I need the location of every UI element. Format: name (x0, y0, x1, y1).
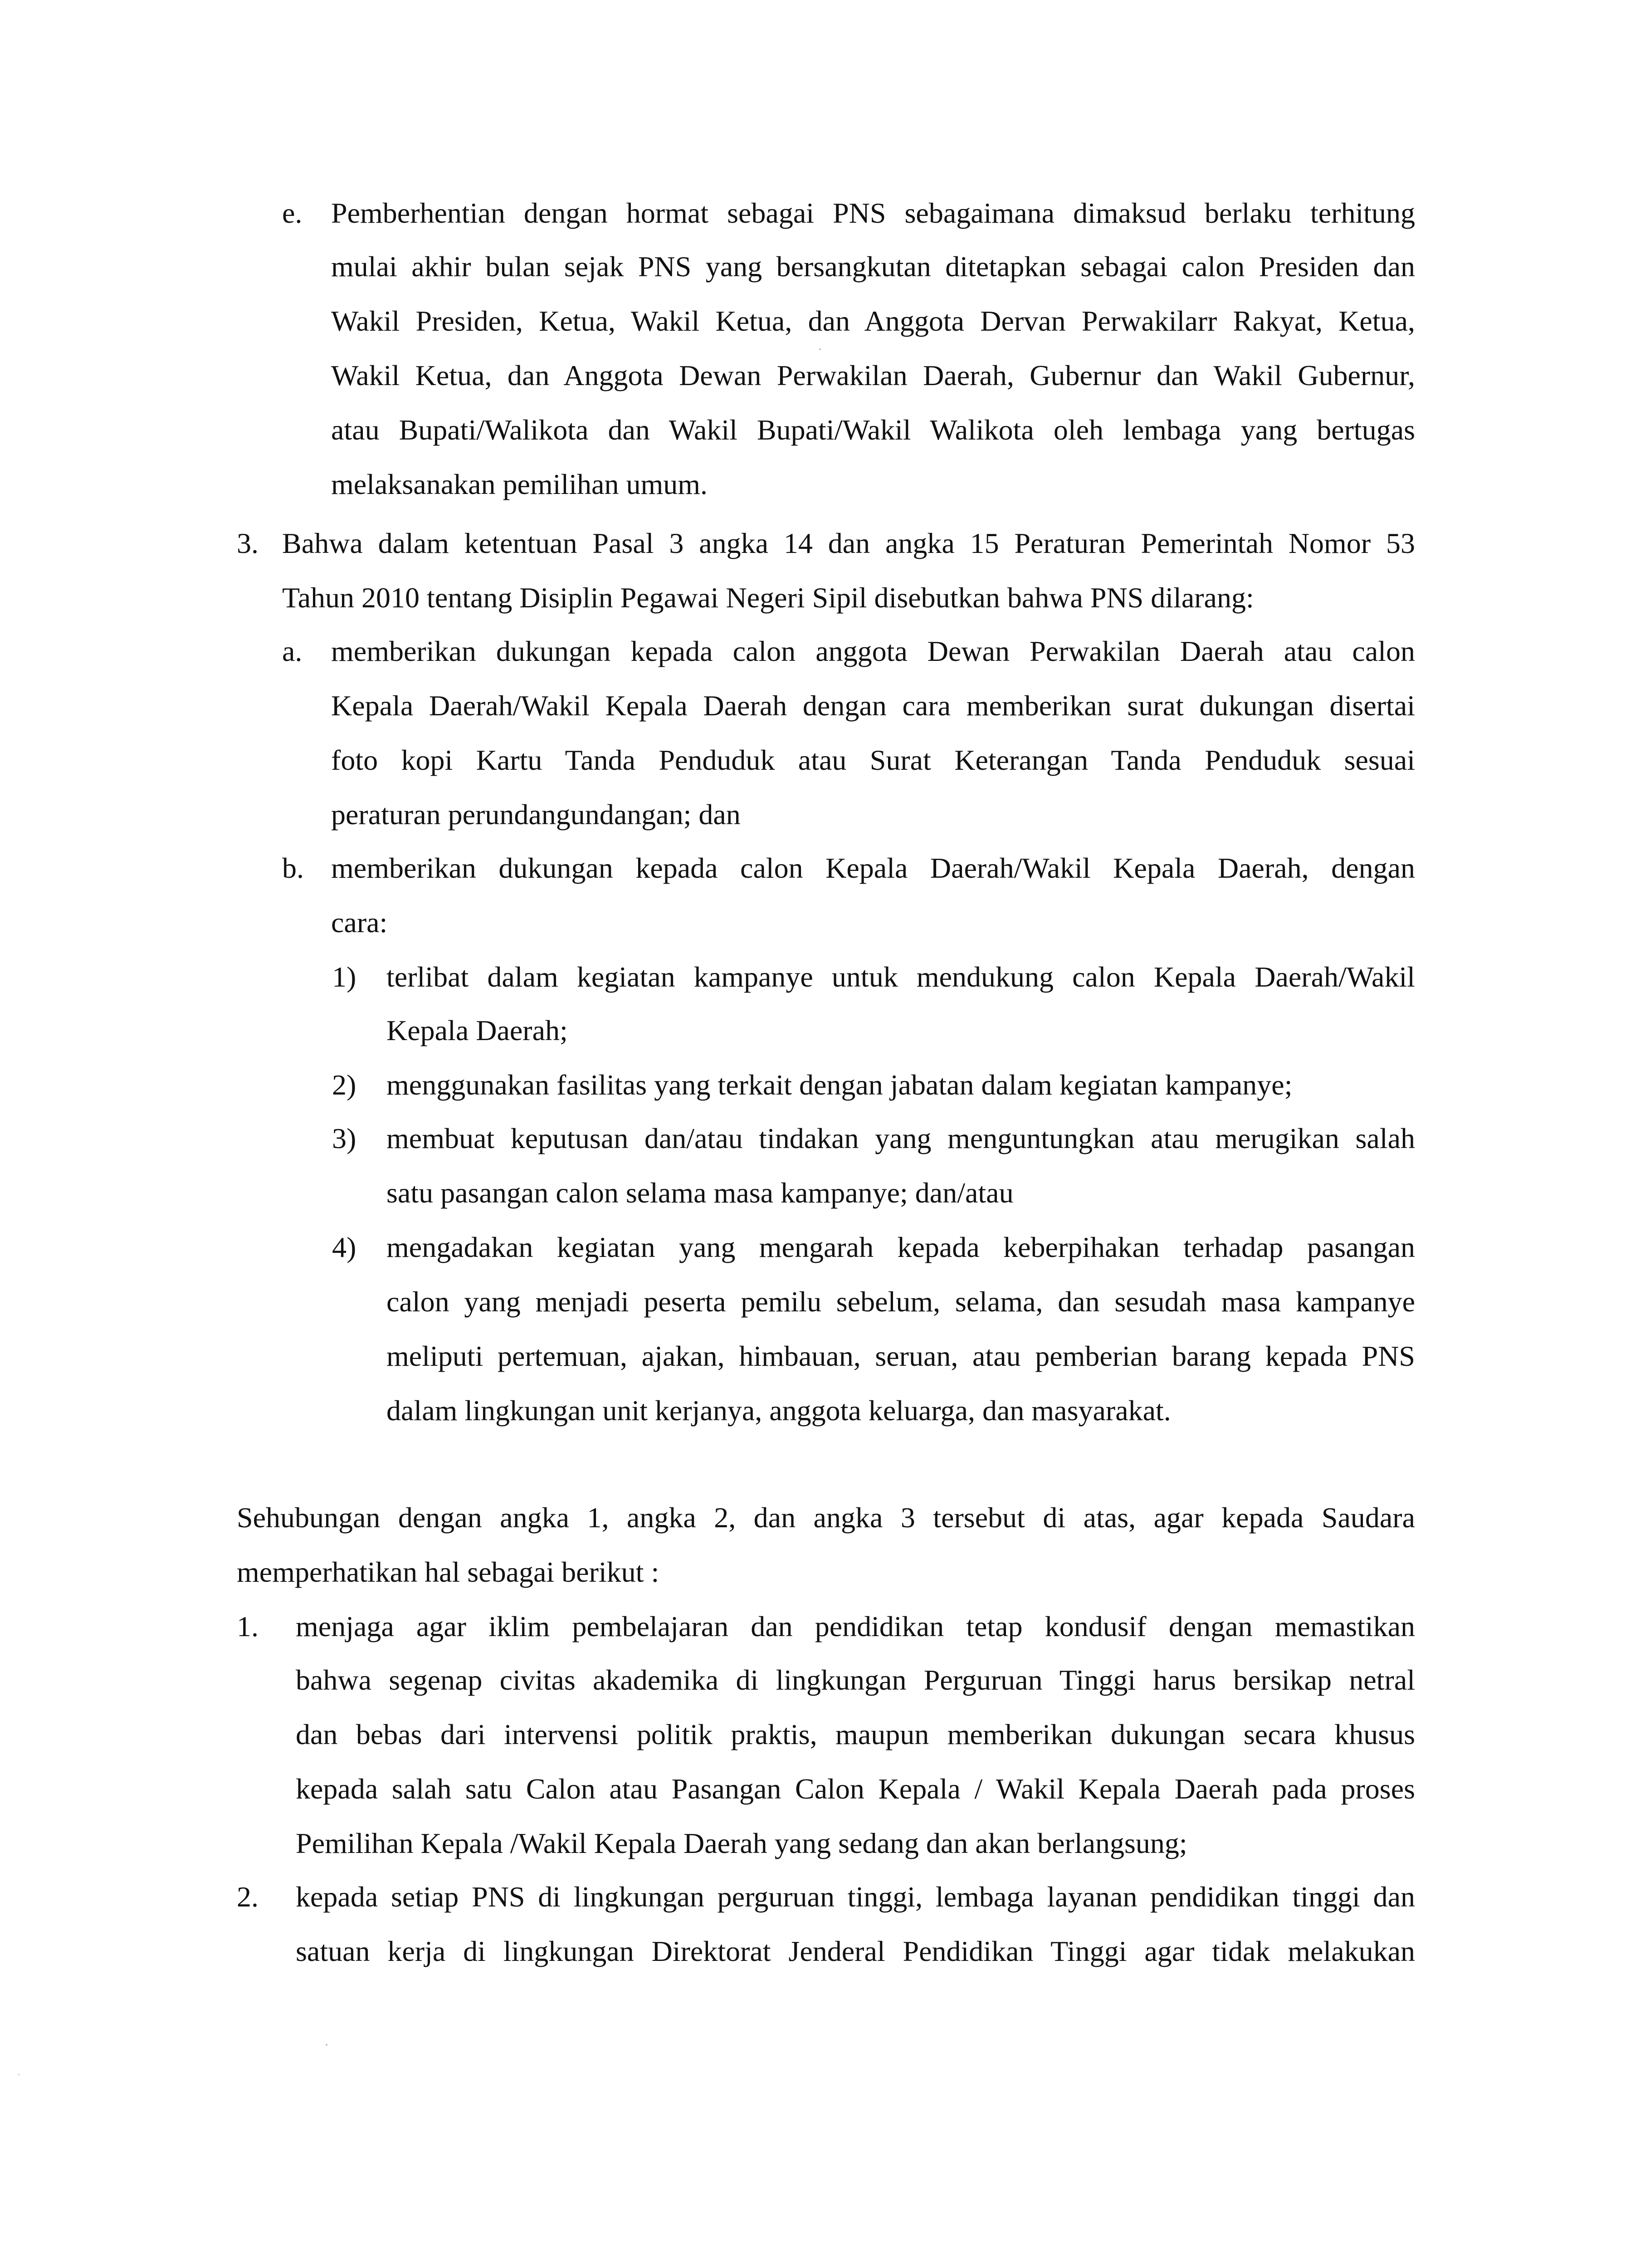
point-2-marker: 2) (332, 1069, 356, 1101)
point-3-line: membuat keputusan dan/atau tindakan yang menguntungkan atau merugikan salah (386, 1122, 1415, 1154)
point-4-marker: 4) (332, 1231, 356, 1263)
scan-speck (18, 2074, 20, 2075)
point-1-line: Kepala Daerah; (386, 1014, 568, 1046)
point-2-line: menggunakan fasilitas yang terkait dengan jabatan dalam kegiatan kampanye; (386, 1069, 1293, 1101)
item-e-line: melaksanakan pemilihan umum. (331, 468, 708, 500)
directive-1-marker: 1. (237, 1610, 259, 1642)
point-4-line: mengadakan kegiatan yang mengarah kepada keberpihakan terhadap pasangan (386, 1231, 1415, 1263)
item-e-line: Wakil Ketua, dan Anggota Dewan Perwakilan Daerah, Gubernur dan Wakil Gubernur, (331, 359, 1415, 391)
point-1-marker: 1) (332, 961, 356, 993)
point-4-line: calon yang menjadi peserta pemilu sebelum, selama, dan sesudah masa kampanye (386, 1286, 1415, 1318)
scan-speck (819, 348, 821, 350)
sub-a-line: memberikan dukungan kepada calon anggota Dewan Perwakilan Daerah atau calon (331, 635, 1415, 667)
item-e-line: mulai akhir bulan sejak PNS yang bersangkutan ditetapkan sebagai calon Presiden dan (331, 250, 1415, 283)
sub-a-line: Kepala Daerah/Wakil Kepala Daerah dengan cara memberikan surat dukungan disertai (331, 689, 1415, 722)
directive-1-line: dan bebas dari intervensi politik praktis, maupun memberikan dukungan secara khusus (296, 1718, 1415, 1750)
item-e-line: Wakil Presiden, Ketua, Wakil Ketua, dan Anggota Dervan Perwakilarr Rakyat, Ketua, (331, 305, 1415, 337)
point-3-marker: 3) (332, 1122, 356, 1154)
item-3-marker: 3. (237, 527, 259, 559)
directive-1-line: kepada salah satu Calon atau Pasangan Calon Kepala / Wakil Kepala Daerah pada proses (296, 1773, 1415, 1805)
directive-2-line: satuan kerja di lingkungan Direktorat Jenderal Pendidikan Tinggi agar tidak melakukan (296, 1935, 1415, 1967)
directive-1-line: bahwa segenap civitas akademika di lingkungan Perguruan Tinggi harus bersikap netral (296, 1664, 1415, 1696)
item-e-marker: e. (282, 197, 303, 229)
sub-b-line: memberikan dukungan kepada calon Kepala Daerah/Wakil Kepala Daerah, dengan (331, 852, 1415, 884)
point-4-line: dalam lingkungan unit kerjanya, anggota keluarga, dan masyarakat. (386, 1394, 1171, 1427)
sub-b-line: cara: (331, 906, 388, 938)
sub-a-line: foto kopi Kartu Tanda Penduduk atau Surat Keterangan Tanda Penduduk sesuai (331, 744, 1415, 776)
point-4-line: meliputi pertemuan, ajakan, himbauan, seruan, atau pemberian barang kepada PNS (386, 1340, 1415, 1372)
directive-1-line: Pemilihan Kepala /Wakil Kepala Daerah yang sedang dan akan berlangsung; (296, 1827, 1187, 1859)
sub-a-marker: a. (282, 635, 303, 667)
directive-2-line: kepada setiap PNS di lingkungan perguruan tinggi, lembaga layanan pendidikan tinggi dan (296, 1881, 1415, 1913)
point-3-line: satu pasangan calon selama masa kampanye; dan/atau (386, 1177, 1014, 1209)
intro-line: memperhatikan hal sebagai berikut : (237, 1556, 659, 1588)
intro-line: Sehubungan dengan angka 1, angka 2, dan angka 3 tersebut di atas, agar kepada Saudara (237, 1501, 1415, 1534)
point-1-line: terlibat dalam kegiatan kampanye untuk mendukung calon Kepala Daerah/Wakil (386, 961, 1415, 993)
sub-b-marker: b. (282, 852, 304, 884)
item-e-line: Pemberhentian dengan hormat sebagai PNS sebagaimana dimaksud berlaku terhitung (331, 197, 1415, 229)
sub-a-line: peraturan perundangundangan; dan (331, 798, 741, 831)
directive-2-marker: 2. (237, 1881, 259, 1913)
item-e-line: atau Bupati/Walikota dan Wakil Bupati/Wakil Walikota oleh lembaga yang bertugas (331, 414, 1415, 446)
scan-speck (326, 2044, 327, 2046)
item-3-line: Bahwa dalam ketentuan Pasal 3 angka 14 dan angka 15 Peraturan Pemerintah Nomor 53 (282, 527, 1415, 559)
item-3-line: Tahun 2010 tentang Disiplin Pegawai Negeri Sipil disebutkan bahwa PNS dilarang: (282, 582, 1254, 614)
directive-1-line: menjaga agar iklim pembelajaran dan pendidikan tetap kondusif dengan memastikan (296, 1610, 1415, 1642)
